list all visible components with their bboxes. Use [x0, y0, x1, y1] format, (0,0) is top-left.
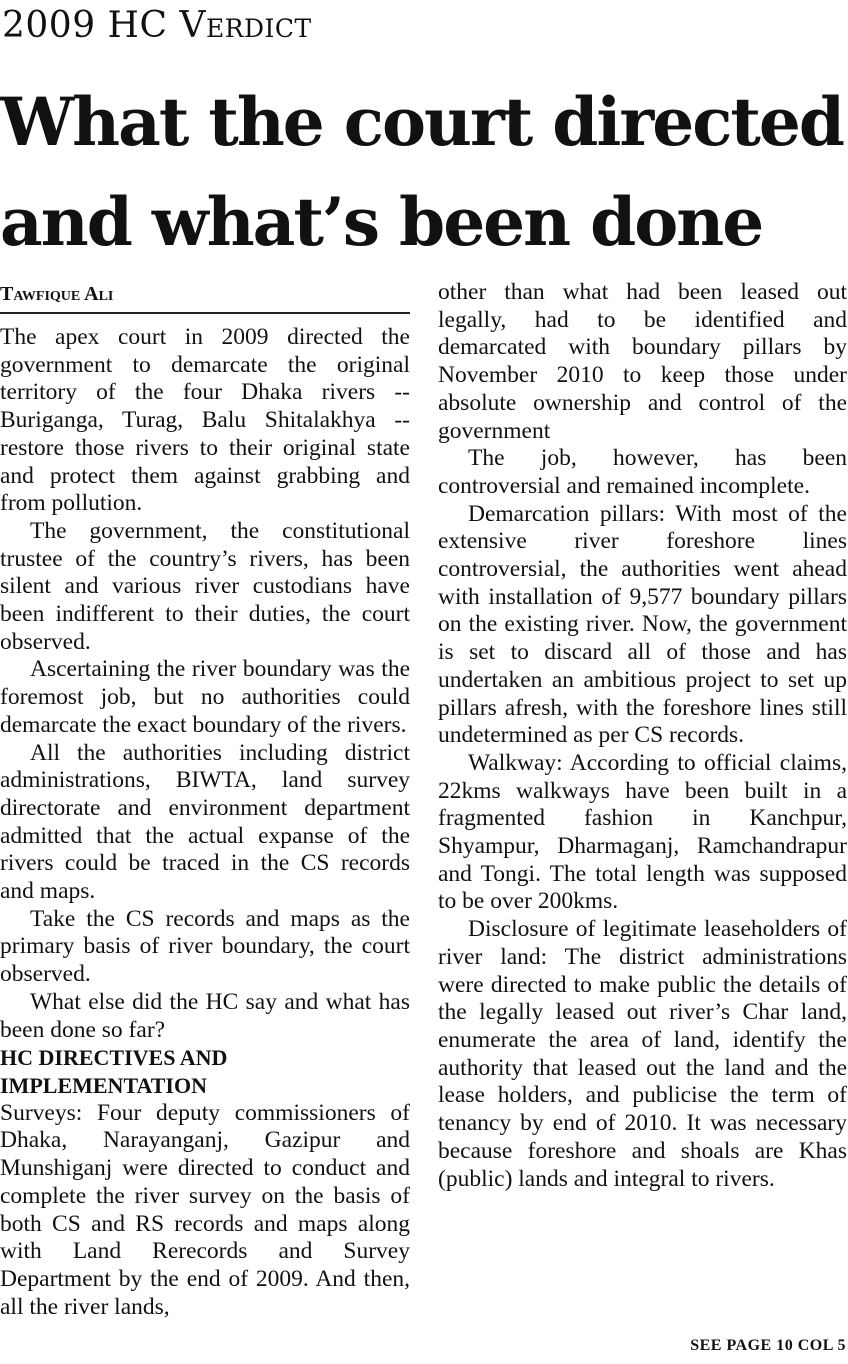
body-paragraph: The job, however, has been controversial and remained incomplete. [438, 445, 847, 499]
article-column-right [438, 279, 847, 1193]
article-column-left [0, 324, 410, 1321]
body-paragraph: The apex court in 2009 directed the government to demarcate the original territory of the four Dhaka rivers -- Buriganga, Turag, Balu Shitalakhya -- restore those rivers to their original state and protect them against grabbing and from pollution. [0, 324, 410, 517]
body-paragraph: Walkway: According to official claims, 22kms walkways have been built in a fragmented fashion in Kanchpur, Shyampur, Dharmaganj, Ramchandrapur and Tongi. The total length was supposed to be over 200kms. [438, 749, 847, 915]
body-paragraph: Surveys: Four deputy commissioners of Dhaka, Narayanganj, Gazipur and Munshiganj were directed to conduct and complete the river survey on the basis of both CS and RS records and maps along with Land Rerecords and Survey Department by the end of 2009. And then, all the river lands, [0, 1099, 410, 1320]
body-paragraph-continued: other than what had been leased out legally, had to be identified and demarcated with boundary pillars by November 2010 to keep those under absolute ownership and control of the government [438, 279, 847, 444]
byline-divider [0, 312, 410, 314]
section-kicker: 2009 HC Verdict [2, 5, 312, 46]
body-paragraph: Disclosure of legitimate leaseholders of river land: The district administrations were directed to make public the details of the legally leased out river’s Char land, enumerate the area of land, identify the authority that leased out the land and the lease holders, and publicise the term of tenancy by end of 2010. It was necessary because foreshore and shoals are Khas (public) lands and integral to rivers. [438, 916, 847, 1192]
headline [0, 72, 848, 272]
headline-line-1: What the court directed [0, 83, 844, 161]
byline: Tawfique Ali [0, 283, 114, 305]
body-paragraph: Demarcation pillars: With most of the extensive river foreshore lines controversial, the authorities went ahead with installation of 9,577 boundary pillars on the existing river. Now, the government is set to discard all of those and has undertaken an ambitious project to set up pillars afresh, with the foreshore lines still undetermined as per CS records. [438, 500, 847, 749]
body-paragraph: What else did the HC say and what has been done so far? [0, 988, 410, 1043]
body-paragraph: The government, the constitutional trustee of the country’s rivers, has been silent and various river custodians have been indifferent to their duties, the court observed. [0, 517, 410, 655]
continuation-jump-line: SEE PAGE 10 COL 5 [690, 1337, 846, 1354]
body-paragraph: Ascertaining the river boundary was the foremost job, but no authorities could demarcate the exact boundary of the rivers. [0, 656, 410, 738]
section-subhead: HC DIRECTIVES AND IMPLEMENTATION [0, 1045, 228, 1098]
body-paragraph: All the authorities including district administrations, BIWTA, land survey directorate and environment department admitted that the actual expanse of the rivers could be traced in the CS records and maps. [0, 739, 410, 905]
headline-line-2: and what’s been done [0, 183, 763, 261]
body-paragraph: Take the CS records and maps as the primary basis of river boundary, the court observed. [0, 905, 410, 988]
